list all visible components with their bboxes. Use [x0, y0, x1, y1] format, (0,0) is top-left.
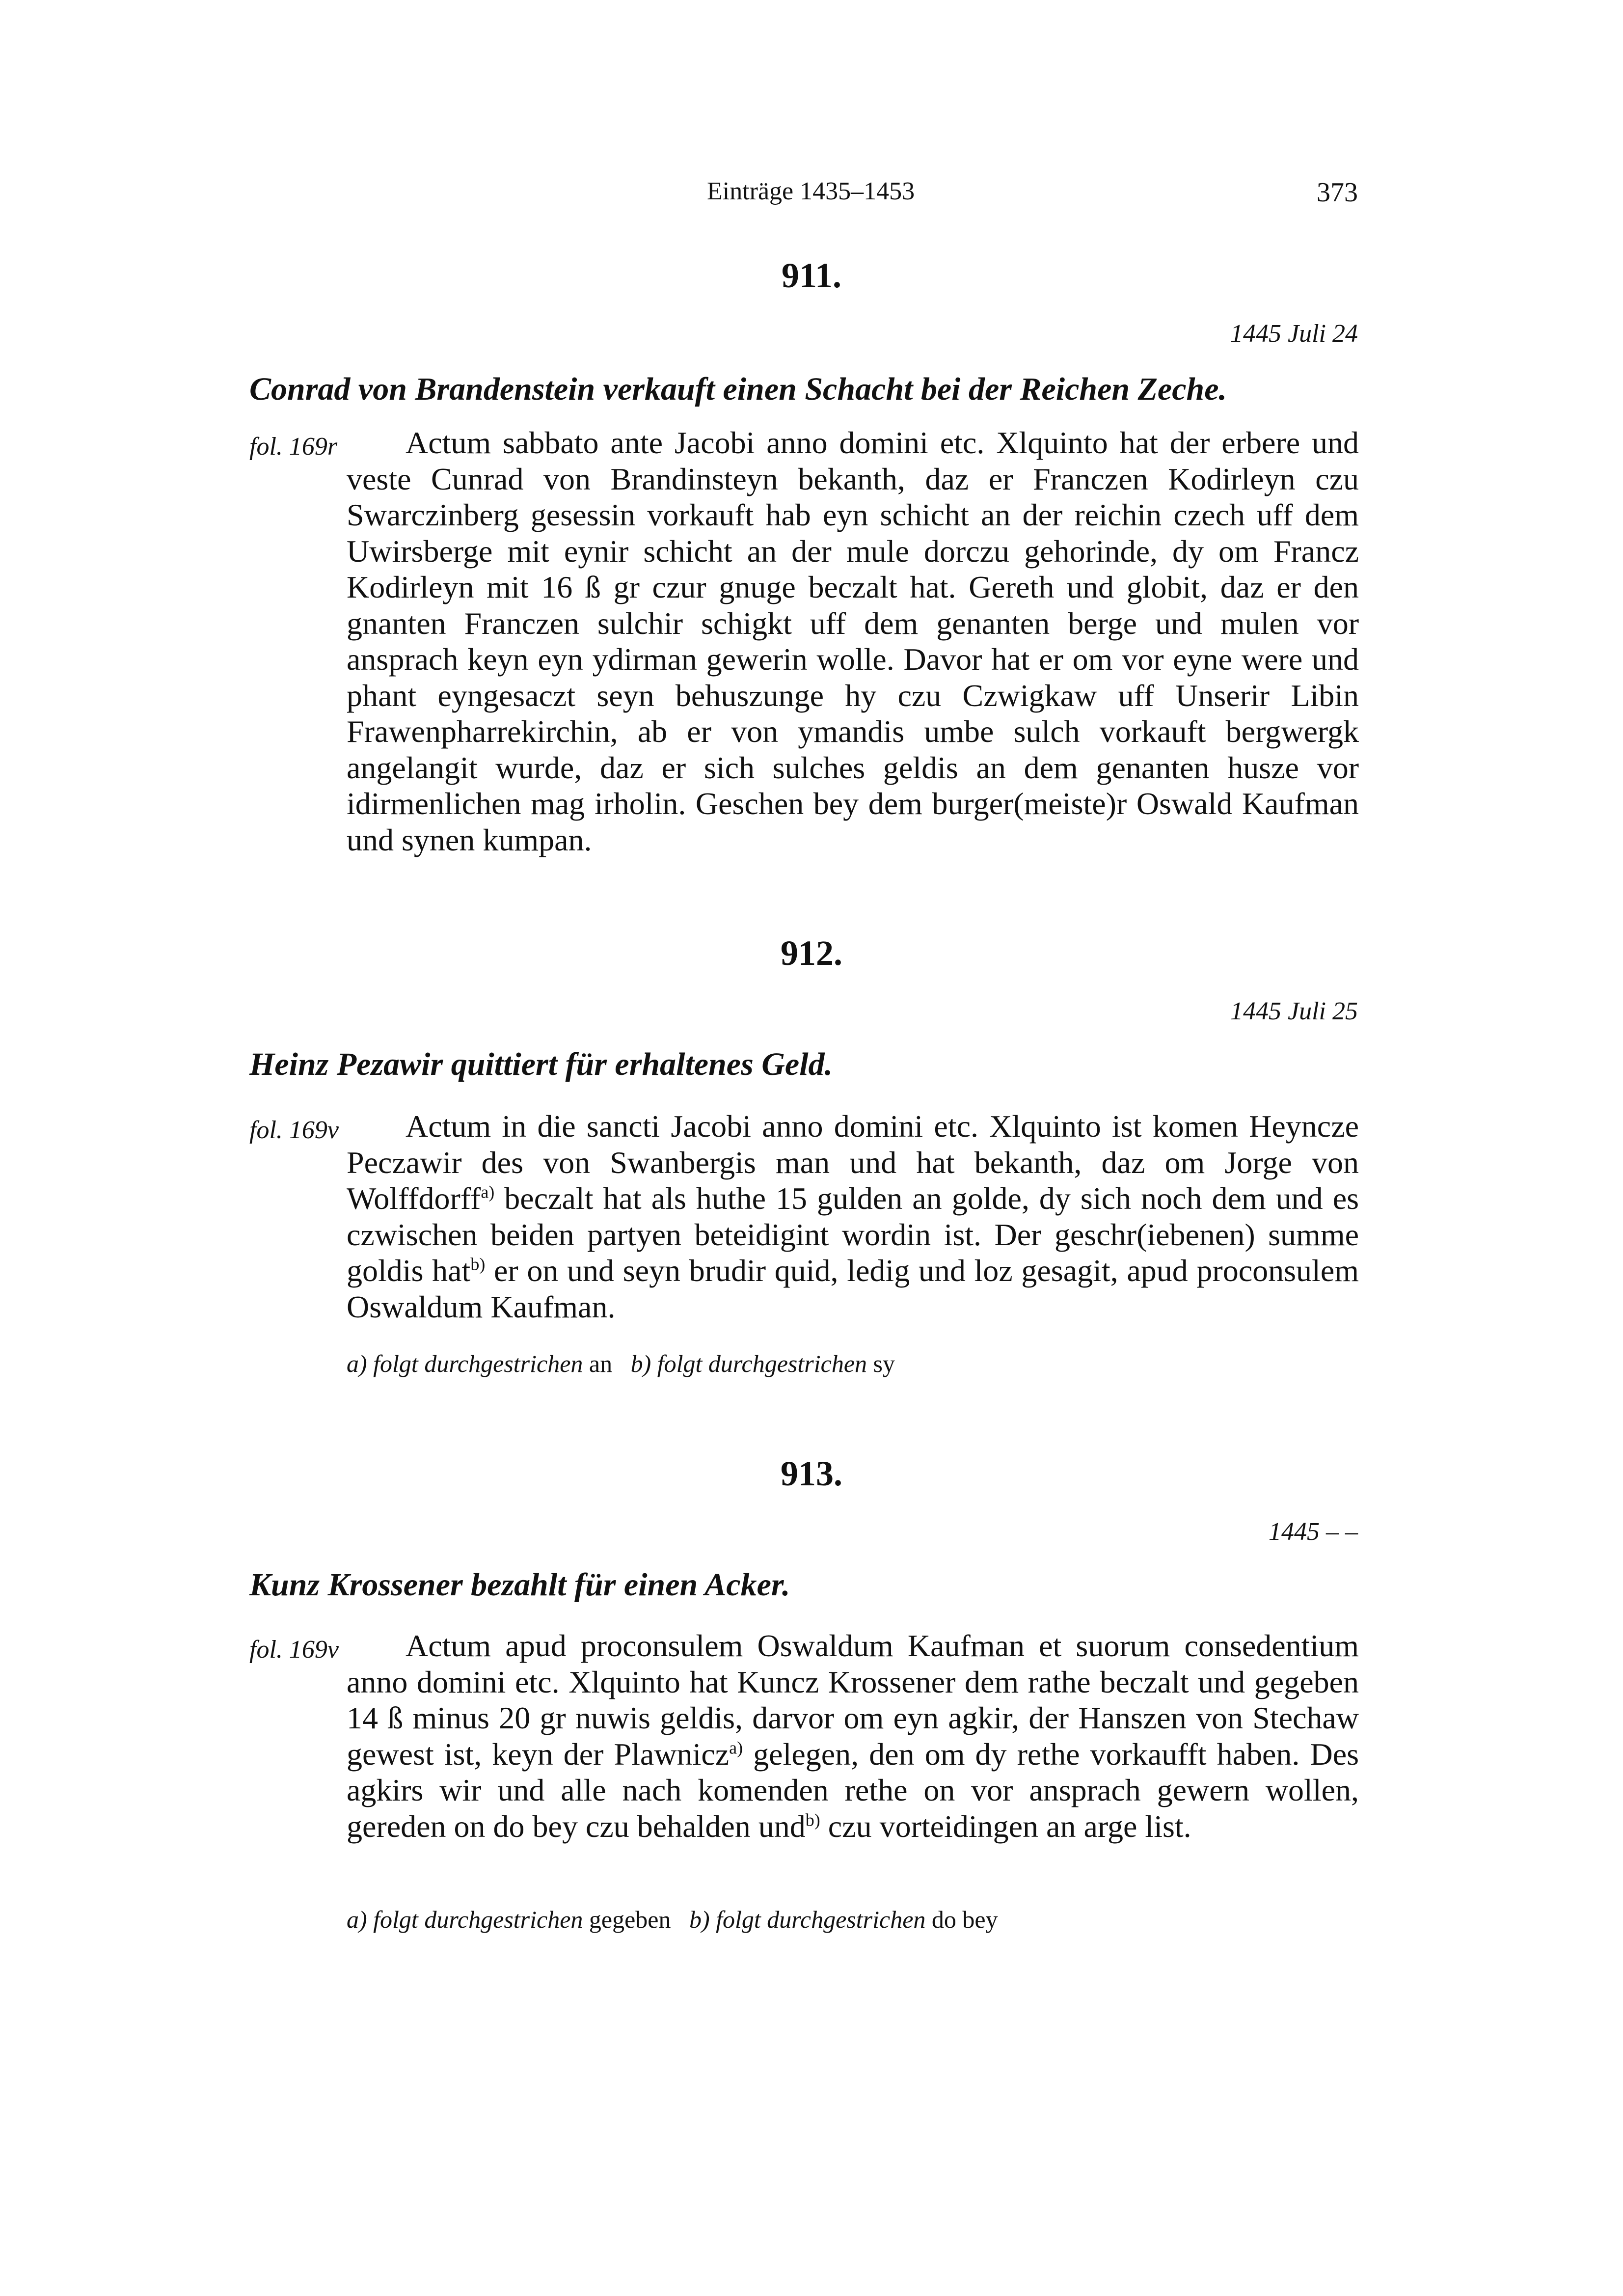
entry-number-912: 912.	[781, 933, 842, 973]
text-segment: Actum in die sancti Jacobi anno domini etc. Xlquinto ist komen Heyncze Peczawir des von Swanbergis man und hat bekanth, daz om Jorge von Wolffdorff	[347, 1109, 1359, 1216]
footnote-label: b) folgt durchgestrichen	[630, 1350, 867, 1377]
footnote-marker: b)	[805, 1810, 820, 1830]
footnote-word: gegeben	[589, 1906, 671, 1933]
entry-text-913	[347, 1628, 1359, 1844]
text-segment: beczalt hat als huthe 15 gulden an golde, dy sich noch dem und es czwischen beiden partyen beteidigint wordin ist. Der geschr(iebenen) summe goldis hat	[347, 1181, 1359, 1288]
entry-heading-913: Kunz Krossener bezahlt für einen Acker.	[249, 1567, 790, 1603]
entry-heading-911: Conrad von Brandenstein verkauft einen Schacht bei der Reichen Zeche.	[249, 371, 1227, 407]
footnote-marker: b)	[470, 1254, 486, 1274]
footnote-word: an	[589, 1350, 613, 1377]
text-segment: er on und seyn brudir quid, ledig und loz gesagit, apud proconsulem Oswaldum Kaufman.	[347, 1253, 1359, 1324]
footnote-word: sy	[873, 1350, 895, 1377]
text-segment: Actum apud proconsulem Oswaldum Kaufman et suorum consedentium anno domini etc. Xlquinto hat Kuncz Krossener dem rathe beczalt und gegeben 14 ß minus 20 gr nuwis geldis, darvor om eyn agkir, der Hanszen von Stechaw gewest ist, keyn der Plawnicz	[347, 1628, 1359, 1772]
entry-date-912: 1445 Juli 25	[1230, 997, 1358, 1025]
footnote-marker: a)	[481, 1182, 495, 1202]
footnotes-913	[347, 1905, 998, 1934]
entry-date-913: 1445 – –	[1269, 1518, 1358, 1546]
entry-text-912	[347, 1108, 1359, 1325]
text-segment: gelegen, den om dy rethe vorkaufft haben. Des agkirs wir und alle nach komenden rethe on vor ansprach gewern wollen, gereden on do bey czu behalden und	[347, 1736, 1359, 1844]
footnote-label: a) folgt durchgestrichen	[347, 1906, 583, 1933]
footnote-word: do bey	[931, 1906, 998, 1933]
folio-911: fol. 169r	[249, 433, 338, 461]
text-segment: czu vorteidingen an arge list.	[820, 1808, 1191, 1844]
entry-text-911	[347, 425, 1359, 858]
footnotes-912	[347, 1349, 895, 1378]
footnote-label: a) folgt durchgestrichen	[347, 1350, 583, 1377]
entry-number-913: 913.	[781, 1454, 842, 1493]
entry-text-911-content: Actum sabbato ante Jacobi anno domini etc. Xlquinto hat der erbere und veste Cunrad von Brandinsteyn bekanth, daz er Franczen Kodirleyn czu Swarczinberg gesessin vorkauft hab eyn schicht an der reichin czech uff dem Uwirsberge mit eynir schicht an der mule dorczu gehorinde, dy om Francz Kodirleyn mit 16 ß gr czur gnuge beczalt hat. Gereth und globit, daz er den gnanten Franczen sulchir schigkt uff dem genanten berge und mulen vor ansprach keyn eyn ydirman gewerin wolle. Davor hat er om vor eyne were und phant eyngesaczt seyn behuszunge hy czu Czwigkaw uff Unserir Libin Frawenpharrekirchin, ab er von ymandis umbe sulch vorkauft bergwergk angelangit wurde, daz er sich sulches geldis an dem genanten husze vor idirmenlichen mag irholin. Geschen bey dem burger(meiste)r Oswald Kaufman und synen kumpan.	[347, 425, 1359, 857]
footnote-marker: a)	[729, 1738, 743, 1758]
running-title: Einträge 1435–1453	[707, 177, 915, 205]
page-number: 373	[1317, 177, 1358, 208]
entry-number-911: 911.	[781, 256, 842, 295]
entry-heading-912: Heinz Pezawir quittiert für erhaltenes Geld.	[249, 1046, 833, 1082]
folio-913: fol. 169v	[249, 1636, 339, 1664]
footnote-label: b) folgt durchgestrichen	[689, 1906, 926, 1933]
folio-912: fol. 169v	[249, 1116, 339, 1144]
entry-date-911: 1445 Juli 24	[1230, 320, 1358, 348]
